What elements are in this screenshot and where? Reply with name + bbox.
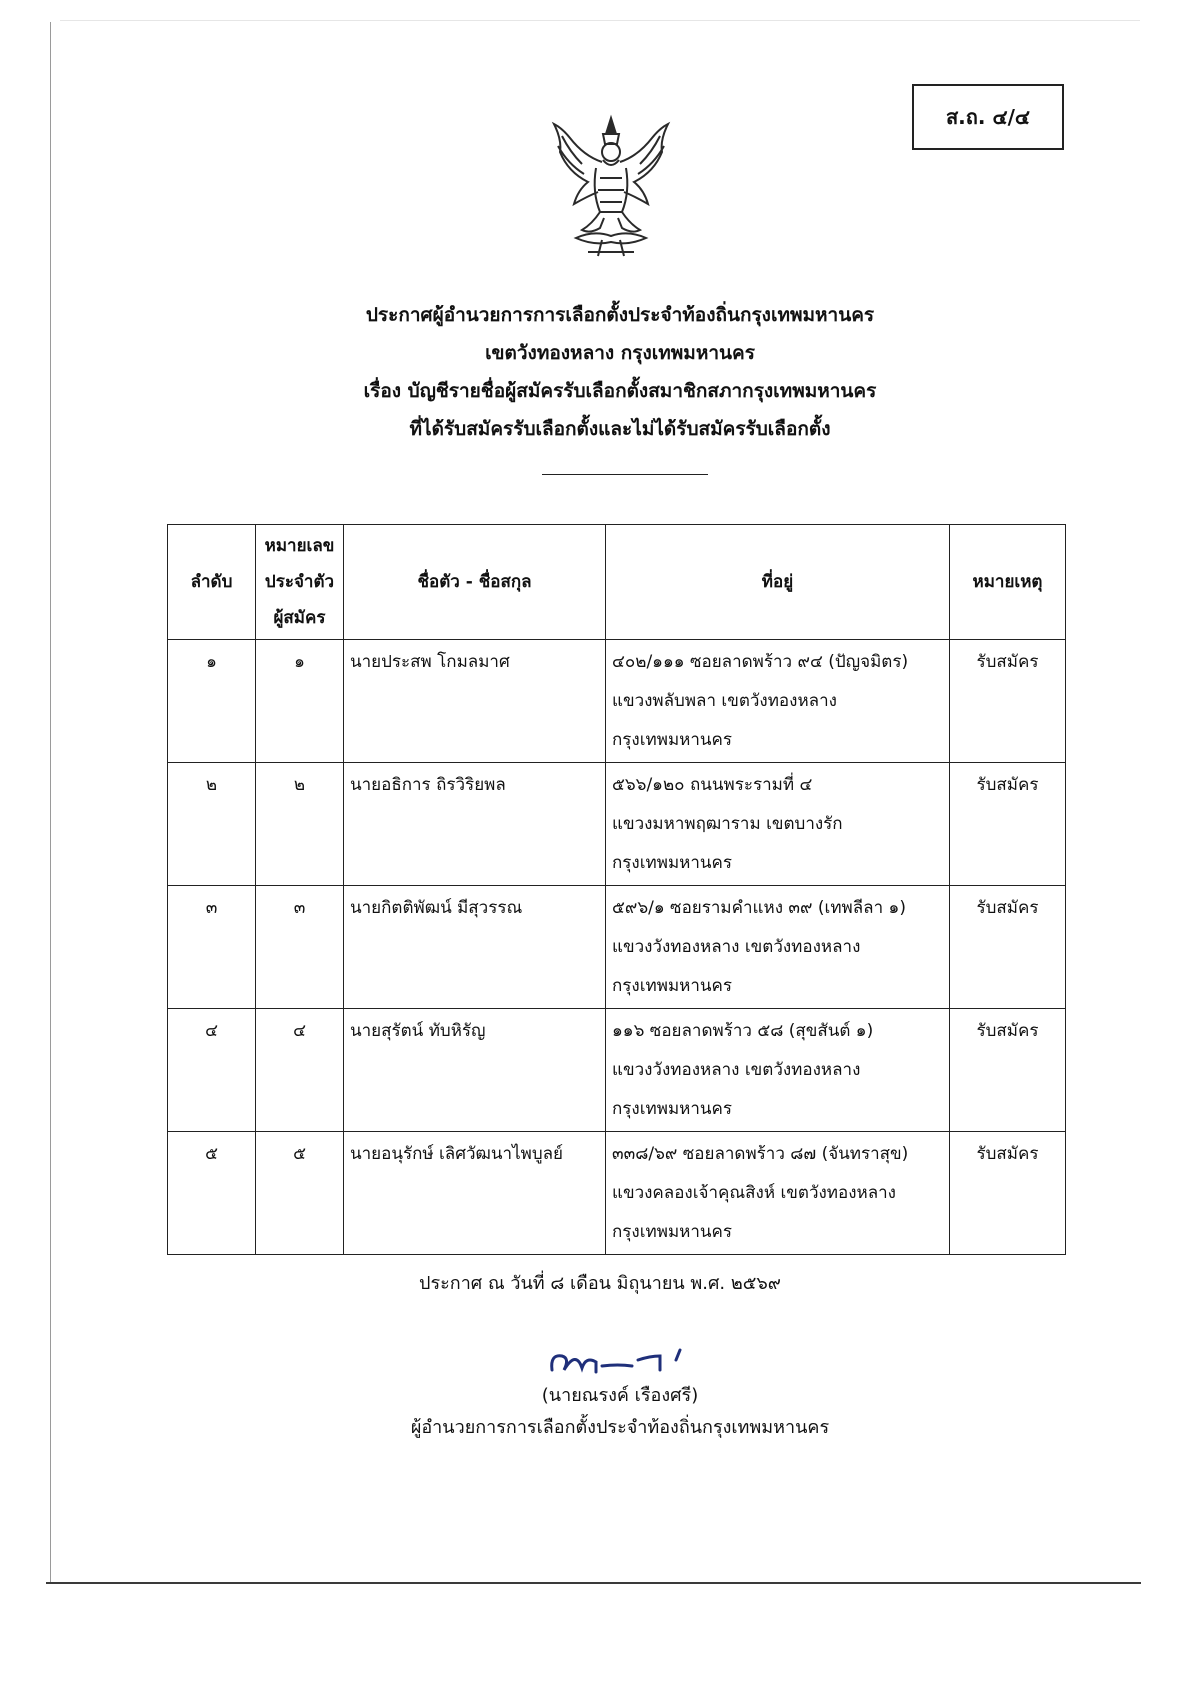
- title-line-1: ประกาศผู้อำนวยการการเลือกตั้งประจำท้องถิ่นกรุงเทพมหานคร: [365, 304, 875, 326]
- cell-candidate-number: ๕: [256, 1132, 344, 1255]
- form-code: ส.ถ. ๔/๔: [945, 105, 1031, 129]
- garuda-emblem-icon: [548, 112, 674, 262]
- header-name: ชื่อตัว - ชื่อสกุล: [344, 525, 606, 640]
- header-order: ลำดับ: [168, 525, 256, 640]
- cell-candidate-number: ๑: [256, 640, 344, 763]
- cell-remark: รับสมัคร: [950, 1132, 1066, 1255]
- candidate-table: [167, 524, 1066, 1255]
- cell-address: [606, 886, 950, 1009]
- scan-edge-left: [50, 22, 51, 1582]
- table-row: [168, 640, 1066, 763]
- cell-address: [606, 1132, 950, 1255]
- address-line: ๓๓๘/๖๙ ซอยลาดพร้าว ๘๗ (จันทราสุข): [612, 1144, 909, 1164]
- address-line: กรุงเทพมหานคร: [612, 853, 733, 873]
- cell-name: นายอธิการ ถิรวิริยพล: [344, 763, 606, 886]
- title-underline: [542, 474, 708, 475]
- cell-address: [606, 1009, 950, 1132]
- scan-edge-bottom: [46, 1582, 1141, 1584]
- cell-remark: รับสมัคร: [950, 1009, 1066, 1132]
- cell-remark: รับสมัคร: [950, 886, 1066, 1009]
- header-candidate-number: [256, 525, 344, 640]
- handwritten-signature: [540, 1340, 710, 1384]
- address-line: แขวงมหาพฤฒาราม เขตบางรัก: [612, 814, 843, 834]
- header-address: ที่อยู่: [606, 525, 950, 640]
- table-header-row: [168, 525, 1066, 640]
- header-candidate-number-line1: หมายเลข: [264, 536, 335, 556]
- cell-address: [606, 763, 950, 886]
- address-line: แขวงวังทองหลาง เขตวังทองหลาง: [612, 937, 861, 957]
- address-line: ๔๐๒/๑๑๑ ซอยลาดพร้าว ๙๔ (ปัญจมิตร): [612, 652, 909, 672]
- cell-order: ๓: [168, 886, 256, 1009]
- table-row: [168, 763, 1066, 886]
- address-line: แขวงวังทองหลาง เขตวังทองหลาง: [612, 1060, 861, 1080]
- signer-title: ผู้อำนวยการการเลือกตั้งประจำท้องถิ่นกรุงเทพมหานคร: [410, 1417, 830, 1438]
- address-line: กรุงเทพมหานคร: [612, 730, 733, 750]
- cell-name: นายประสพ โกมลมาศ: [344, 640, 606, 763]
- table-row: [168, 1009, 1066, 1132]
- form-code-box: [912, 84, 1064, 150]
- cell-name: นายกิตติพัฒน์ มีสุวรรณ: [344, 886, 606, 1009]
- cell-order: ๕: [168, 1132, 256, 1255]
- address-line: ๕๙๖/๑ ซอยรามคำแหง ๓๙ (เทพลีลา ๑): [612, 898, 906, 918]
- address-line: กรุงเทพมหานคร: [612, 1099, 733, 1119]
- cell-order: ๑: [168, 640, 256, 763]
- address-line: กรุงเทพมหานคร: [612, 976, 733, 996]
- address-line: ๑๑๖ ซอยลาดพร้าว ๕๘ (สุขสันต์ ๑): [612, 1021, 874, 1041]
- scan-edge-top: [60, 20, 1140, 21]
- cell-name: นายสุรัตน์ ทับหิรัญ: [344, 1009, 606, 1132]
- title-line-2: เขตวังทองหลาง กรุงเทพมหานคร: [485, 342, 755, 364]
- cell-remark: รับสมัคร: [950, 640, 1066, 763]
- cell-candidate-number: ๓: [256, 886, 344, 1009]
- cell-remark: รับสมัคร: [950, 763, 1066, 886]
- signer-name: (นายณรงค์ เรืองศรี): [541, 1385, 699, 1406]
- address-line: ๕๖๖/๑๒๐ ถนนพระรามที่ ๔: [612, 775, 813, 795]
- header-candidate-number-line2: ประจำตัว: [264, 572, 335, 592]
- header-remark: หมายเหตุ: [950, 525, 1066, 640]
- cell-candidate-number: ๔: [256, 1009, 344, 1132]
- table-row: [168, 886, 1066, 1009]
- announcement-title: [160, 296, 1080, 448]
- cell-candidate-number: ๒: [256, 763, 344, 886]
- title-line-3: เรื่อง บัญชีรายชื่อผู้สมัครรับเลือกตั้งสมาชิกสภากรุงเทพมหานคร: [363, 380, 877, 402]
- address-line: แขวงพลับพลา เขตวังทองหลาง: [612, 691, 837, 711]
- address-line: แขวงคลองเจ้าคุณสิงห์ เขตวังทองหลาง: [612, 1183, 896, 1203]
- cell-order: ๔: [168, 1009, 256, 1132]
- header-candidate-number-line3: ผู้สมัคร: [273, 608, 326, 628]
- table-row: [168, 1132, 1066, 1255]
- title-line-4: ที่ได้รับสมัครรับเลือกตั้งและไม่ได้รับสมัครรับเลือกตั้ง: [409, 418, 831, 440]
- cell-address: [606, 640, 950, 763]
- cell-name: นายอนุรักษ์ เลิศวัฒนาไพบูลย์: [344, 1132, 606, 1255]
- cell-order: ๒: [168, 763, 256, 886]
- announcement-date: ประกาศ ณ วันที่ ๘ เดือน มิถุนายน พ.ศ. ๒๕๖๙: [419, 1273, 781, 1294]
- address-line: กรุงเทพมหานคร: [612, 1222, 733, 1242]
